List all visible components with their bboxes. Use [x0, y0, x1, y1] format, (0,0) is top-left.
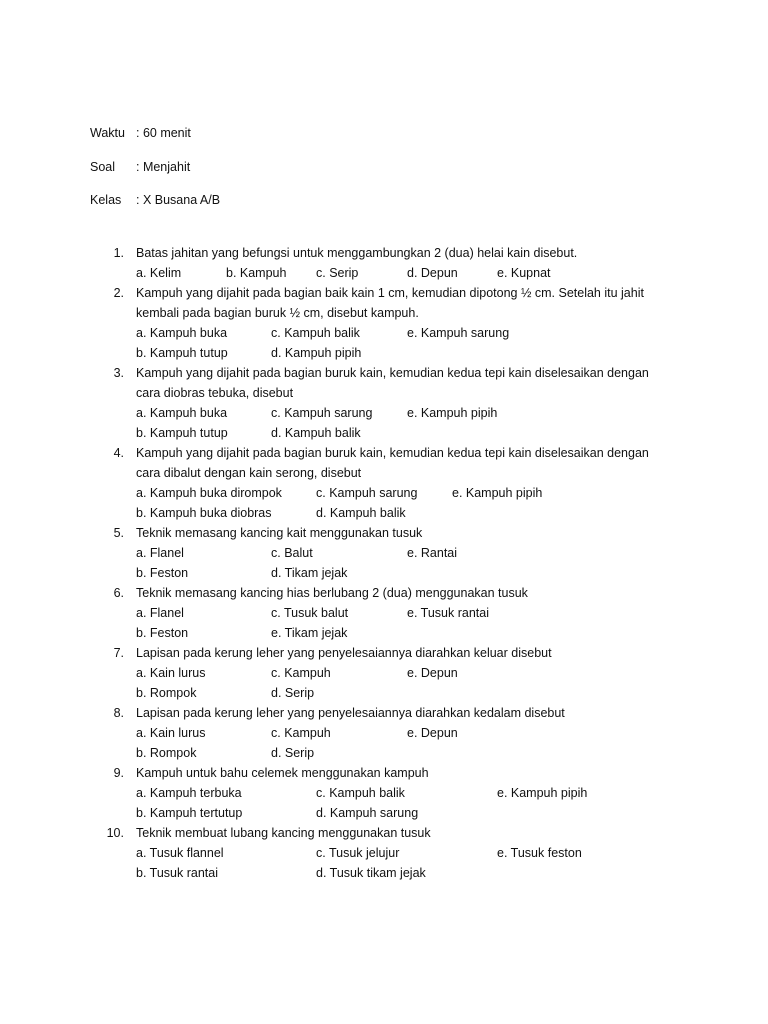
- question-number: 4.: [113, 446, 124, 460]
- option-a: a. Kampuh terbuka: [136, 786, 242, 800]
- option-d: d. Tusuk tikam jejak: [316, 866, 426, 880]
- option-c: c. Tusuk jelujur: [316, 846, 400, 860]
- option-e-second: e. Tikam jejak: [271, 626, 348, 640]
- waktu-value: : 60 menit: [136, 126, 191, 140]
- question-number: 5.: [113, 526, 124, 540]
- option-d: d. Kampuh pipih: [271, 346, 362, 360]
- option-d: d. Kampuh balik: [271, 426, 361, 440]
- question-number: 2.: [113, 286, 124, 300]
- soal-value: : Menjahit: [136, 160, 191, 174]
- option-d: d. Serip: [271, 686, 315, 700]
- question-text: Batas jahitan yang befungsi untuk menggambungkan 2 (dua) helai kain disebut.: [136, 246, 578, 260]
- option-e: e. Depun: [407, 726, 458, 740]
- option-b: b. Kampuh tertutup: [136, 806, 243, 820]
- option-c: c. Kampuh balik: [316, 786, 405, 800]
- option-b: b. Kampuh: [226, 266, 287, 280]
- option-c: c. Kampuh: [271, 726, 331, 740]
- option-a: a. Kain lurus: [136, 726, 206, 740]
- question-number: 8.: [113, 706, 124, 720]
- question-text: Kampuh yang dijahit pada bagian buruk kain, kemudian kedua tepi kain diselesaikan dengan cara diobras tebuka, disebut: [136, 366, 649, 400]
- option-b: b. Kampuh buka diobras: [136, 506, 272, 520]
- option-e: e. Kampuh pipih: [452, 486, 543, 500]
- option-c: c. Kampuh: [271, 666, 331, 680]
- question-text: Teknik memasang kancing kait menggunakan tusuk: [136, 526, 423, 540]
- question-text: Teknik membuat lubang kancing menggunakan tusuk: [136, 826, 431, 840]
- question-text: Kampuh yang dijahit pada bagian baik kain 1 cm, kemudian dipotong ½ cm. Setelah itu jahit kembali pada bagian buruk ½ cm, disebut kampuh.: [136, 286, 644, 320]
- option-a: a. Kampuh buka: [136, 406, 228, 420]
- option-c: c. Kampuh sarung: [271, 406, 373, 420]
- option-e: e. Tusuk feston: [497, 846, 582, 860]
- waktu-label: Waktu: [90, 126, 125, 140]
- question-number: 3.: [113, 366, 124, 380]
- kelas-value: : X Busana A/B: [136, 193, 221, 207]
- option-d: d. Depun: [407, 266, 458, 280]
- question-text: Lapisan pada kerung leher yang penyelesaiannya diarahkan kedalam disebut: [136, 706, 565, 720]
- option-e: e. Tusuk rantai: [407, 606, 489, 620]
- option-e: e. Depun: [407, 666, 458, 680]
- question-number: 7.: [113, 646, 124, 660]
- option-c: c. Kampuh balik: [271, 326, 360, 340]
- option-e: e. Kampuh pipih: [407, 406, 498, 420]
- question-number: 10.: [106, 826, 124, 840]
- question-number: 9.: [113, 766, 124, 780]
- option-e: e. Kampuh pipih: [497, 786, 588, 800]
- option-c: c. Tusuk balut: [271, 606, 349, 620]
- option-d: d. Kampuh sarung: [316, 806, 419, 820]
- option-c: c. Balut: [271, 546, 313, 560]
- option-b: b. Kampuh tutup: [136, 346, 228, 360]
- question-text: Lapisan pada kerung leher yang penyelesaiannya diarahkan keluar disebut: [136, 646, 552, 660]
- option-a: a. Kampuh buka dirompok: [136, 486, 282, 500]
- option-e: e. Kampuh sarung: [407, 326, 510, 340]
- option-e: e. Kupnat: [497, 266, 551, 280]
- option-b: b. Rompok: [136, 746, 197, 760]
- option-d: d. Tikam jejak: [271, 566, 348, 580]
- option-a: a. Kelim: [136, 266, 182, 280]
- option-a: a. Flanel: [136, 606, 184, 620]
- option-b: b. Kampuh tutup: [136, 426, 228, 440]
- soal-label: Soal: [90, 160, 116, 174]
- question-number: 1.: [113, 246, 124, 260]
- option-a: a. Flanel: [136, 546, 184, 560]
- question-text: Teknik memasang kancing hias berlubang 2 (dua) menggunakan tusuk: [136, 586, 528, 600]
- option-b: b. Feston: [136, 626, 189, 640]
- option-e: e. Rantai: [407, 546, 458, 560]
- option-d: d. Kampuh balik: [316, 506, 406, 520]
- option-a: a. Tusuk flannel: [136, 846, 224, 860]
- option-b: b. Tusuk rantai: [136, 866, 218, 880]
- kelas-label: Kelas: [90, 193, 122, 207]
- option-c: c. Kampuh sarung: [316, 486, 418, 500]
- option-d: d. Serip: [271, 746, 315, 760]
- question-text: Kampuh untuk bahu celemek menggunakan kampuh: [136, 766, 429, 780]
- option-c: c. Serip: [316, 266, 359, 280]
- option-b: b. Feston: [136, 566, 189, 580]
- option-a: a. Kampuh buka: [136, 326, 228, 340]
- option-a: a. Kain lurus: [136, 666, 206, 680]
- option-b: b. Rompok: [136, 686, 197, 700]
- question-text: Kampuh yang dijahit pada bagian buruk kain, kemudian kedua tepi kain diselesaikan dengan cara dibalut dengan kain serong, disebut: [136, 446, 649, 480]
- question-number: 6.: [113, 586, 124, 600]
